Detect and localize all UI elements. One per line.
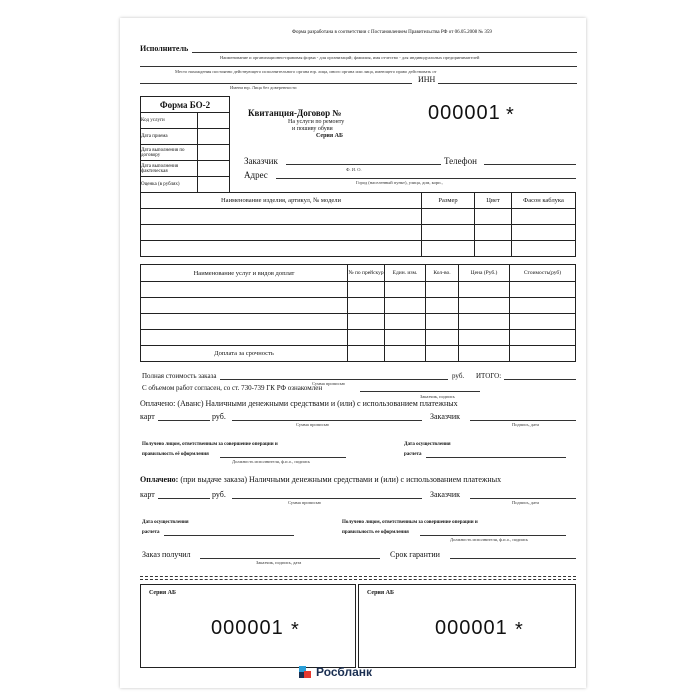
table-cell[interactable]	[422, 225, 475, 241]
payment2-card: карт	[140, 490, 155, 499]
brand-name: Росбланк	[316, 665, 373, 679]
stub-star: *	[515, 619, 524, 641]
form-sheet	[120, 18, 586, 688]
form-basis-note: Форма разработана в соответствии с Постановлением Правительства РФ от 06.05.2008 № 359	[292, 30, 492, 35]
table-row	[141, 298, 576, 314]
form-box-cell[interactable]	[198, 113, 230, 129]
items-header: Цвет	[475, 193, 512, 209]
table-row	[141, 314, 576, 330]
form-box-row: Код услуги	[141, 113, 198, 129]
location-caption: Место нахождения постоянно действующего исполнительного органа юр. лица, иного органа или лица, имеющего право действовать от	[175, 69, 437, 74]
table-cell[interactable]	[459, 330, 510, 346]
table-cell[interactable]	[385, 298, 426, 314]
order-received-label: Заказ получил	[142, 550, 191, 559]
payment1-date-label: Дата осуществления	[404, 442, 451, 447]
services-table	[140, 264, 576, 362]
payment1-text: Оплачено: (Аванс) Наличными денежными средствами и (или) с использованием платежных	[140, 399, 458, 408]
payment1-words-line[interactable]	[232, 420, 422, 421]
table-cell[interactable]	[510, 298, 576, 314]
table-cell[interactable]	[475, 225, 512, 241]
form-box-row: Дата приема	[141, 129, 198, 145]
form-box-title: Форма БО-2	[141, 97, 230, 113]
table-cell[interactable]	[385, 330, 426, 346]
form-box-cell[interactable]	[198, 145, 230, 161]
table-cell[interactable]	[426, 282, 459, 298]
payment2-position-caption: Должность исполнителя, ф.и.о., подпись	[450, 537, 529, 542]
form-box-row: Дата выполнения фактическая	[141, 161, 198, 177]
payment2-words-line[interactable]	[232, 498, 422, 499]
table-cell[interactable]	[141, 330, 348, 346]
table-cell[interactable]	[475, 209, 512, 225]
payment2-text-row	[140, 475, 501, 484]
table-cell[interactable]	[512, 209, 576, 225]
agree-text: С объемом работ согласен, со ст. 730-739 ГК РФ ознакомлен	[142, 384, 323, 392]
address-line[interactable]	[276, 178, 576, 179]
payment1-rub: руб.	[212, 412, 226, 421]
form-box-row: Дата выполнения по договору	[141, 145, 198, 161]
table-row	[141, 282, 576, 298]
stub-right	[358, 584, 576, 668]
full-cost-line[interactable]	[220, 379, 448, 380]
warranty-line[interactable]	[450, 558, 576, 559]
form-box-cell[interactable]	[198, 129, 230, 145]
payment2-date-label: Дата осуществления	[142, 520, 189, 525]
services-header: Един. изм.	[385, 265, 426, 282]
items-header: Фасон каблука	[512, 193, 576, 209]
form-box-cell[interactable]	[198, 161, 230, 177]
table-cell[interactable]	[348, 346, 385, 362]
stub-star: *	[291, 619, 300, 641]
cut-line	[140, 579, 576, 580]
table-cell[interactable]	[510, 282, 576, 298]
table-cell[interactable]	[348, 282, 385, 298]
table-row	[141, 330, 576, 346]
payment2-official-line[interactable]	[420, 535, 566, 536]
payment1-card: карт	[140, 412, 155, 421]
stub-number: 000001	[211, 617, 284, 639]
table-cell[interactable]	[385, 346, 426, 362]
table-cell[interactable]	[459, 282, 510, 298]
stub-series: Серия АБ	[149, 590, 176, 596]
receipt-subtitle-2: и пошиву обуви	[292, 126, 333, 132]
table-row	[141, 241, 576, 257]
table-cell[interactable]	[422, 209, 475, 225]
customer-line[interactable]	[286, 164, 441, 165]
receipt-number: 000001	[428, 102, 501, 124]
table-cell[interactable]	[348, 298, 385, 314]
itogo-line[interactable]	[504, 379, 576, 380]
receipt-star: *	[506, 104, 515, 126]
table-cell[interactable]	[141, 298, 348, 314]
services-header: Цена (Руб.)	[459, 265, 510, 282]
payment1-customer: Заказчик	[430, 412, 461, 421]
rub-label: руб.	[452, 372, 465, 380]
table-cell[interactable]	[459, 346, 510, 362]
table-cell[interactable]	[426, 346, 459, 362]
payment1-position-caption: Должность исполнителя, ф.и.о., подпись	[232, 459, 311, 464]
table-cell[interactable]	[510, 330, 576, 346]
table-cell[interactable]	[141, 241, 422, 257]
services-header: Кол-во.	[426, 265, 459, 282]
payment1-sign-line[interactable]	[470, 420, 576, 421]
table-cell[interactable]	[510, 346, 576, 362]
payment1-amount-line[interactable]	[158, 420, 210, 421]
payment1-calc-label: расчета	[404, 452, 422, 457]
sum-words-caption: Сумма прописью	[312, 381, 346, 386]
table-cell[interactable]	[385, 314, 426, 330]
table-cell[interactable]	[348, 330, 385, 346]
form-box-row: Оценка (в рублях)	[141, 177, 198, 193]
payment1-sum-caption: Сумма прописью	[296, 422, 330, 427]
payment2-received: Получено лицом, ответственным за совершение операции и	[342, 520, 478, 525]
payment1-correct: правильность её оформления	[142, 452, 209, 457]
table-cell[interactable]	[141, 282, 348, 298]
table-cell[interactable]	[426, 314, 459, 330]
rosblank-logo-icon	[298, 665, 312, 679]
phone-label: Телефон	[444, 156, 477, 166]
stub-series: Серия АБ	[367, 590, 394, 596]
payment1-received: Получено лицом, ответственным за совершение операции и	[142, 442, 278, 447]
table-row	[141, 225, 576, 241]
table-row	[141, 346, 576, 362]
customer-sign-caption: Заказчик, подпись	[420, 394, 455, 399]
table-cell[interactable]	[426, 298, 459, 314]
table-cell[interactable]	[459, 298, 510, 314]
payment2-customer: Заказчик	[430, 490, 461, 499]
items-header: Наименование изделия, артикул, № модели	[141, 193, 422, 209]
table-cell[interactable]	[141, 225, 422, 241]
payment2-date-line[interactable]	[164, 535, 294, 536]
table-cell[interactable]	[512, 241, 576, 257]
receipt-title: Квитанция-Договор №	[248, 108, 342, 118]
phone-line[interactable]	[484, 164, 576, 165]
services-header: № по прейскур	[348, 265, 385, 282]
table-cell[interactable]	[141, 314, 348, 330]
payment2-amount-line[interactable]	[158, 498, 210, 499]
address-caption: Город (населенный пункт), улица, дом, корп.,	[356, 180, 443, 185]
executor-caption: Наименование и организационно-правовая форма - для организаций; фамилия, имя отчество - для индивидуальных предпринимателей	[220, 55, 480, 60]
warranty-label: Срок гарантии	[390, 550, 440, 559]
payment2-sum-caption: Сумма прописью	[288, 500, 322, 505]
table-cell[interactable]	[512, 225, 576, 241]
table-cell[interactable]	[510, 314, 576, 330]
order-received-caption: Заказчик, подпись, дата	[256, 560, 302, 565]
full-cost-label: Полная стоимость заказа	[142, 372, 217, 380]
table-cell[interactable]	[141, 209, 422, 225]
form-box-cell[interactable]	[198, 177, 230, 193]
services-header: Наименование услуг и видов доплат	[141, 265, 348, 282]
inn-line[interactable]	[438, 83, 577, 84]
table-cell[interactable]	[348, 314, 385, 330]
form-bo2-box	[140, 96, 230, 193]
table-row	[141, 209, 576, 225]
payment2-calc-label: расчета	[142, 530, 160, 535]
receipt-series: Серия АБ	[316, 133, 343, 139]
payment2-sign-caption: Подпись, дата	[512, 500, 539, 505]
payment2-sign-line[interactable]	[470, 498, 576, 499]
stub-number: 000001	[435, 617, 508, 639]
order-received-line[interactable]	[200, 558, 380, 559]
payment2-correct: правильность ее оформления	[342, 530, 409, 535]
table-cell[interactable]	[475, 241, 512, 257]
customer-label: Заказчик	[244, 156, 278, 166]
items-table	[140, 192, 576, 257]
fio-caption: Ф. И. О.	[346, 167, 362, 172]
address-label: Адрес	[244, 170, 268, 180]
payment1-official-line[interactable]	[220, 457, 346, 458]
payment2-text: (при выдаче заказа) Наличными денежными средствами и (или) с использованием платежных	[180, 475, 502, 484]
payment2-rub: руб.	[212, 490, 226, 499]
inn-label: ИНН	[418, 75, 436, 84]
agree-sign-line[interactable]	[360, 391, 480, 392]
table-cell[interactable]	[422, 241, 475, 257]
location-line[interactable]	[140, 83, 412, 84]
itogo-label: ИТОГО:	[476, 372, 502, 380]
executor-line[interactable]	[192, 52, 577, 53]
table-cell[interactable]	[459, 314, 510, 330]
brand-logo	[298, 665, 372, 679]
urgency-label: Доплата за срочность	[141, 346, 348, 362]
name-caption: Имени юр. Лица без доверенности	[230, 85, 297, 90]
items-header: Размер	[422, 193, 475, 209]
executor-line-2[interactable]	[140, 66, 577, 67]
executor-label: Исполнитель	[140, 44, 189, 53]
stub-left	[140, 584, 356, 668]
receipt-subtitle-1: На услуги по ремонту	[288, 119, 345, 125]
payment1-date-line[interactable]	[426, 457, 566, 458]
table-cell[interactable]	[385, 282, 426, 298]
payment1-sign-caption: Подпись, дата	[512, 422, 539, 427]
services-header: Стоимость(руб)	[510, 265, 576, 282]
table-cell[interactable]	[426, 330, 459, 346]
payment2-paid: Оплачено:	[140, 475, 179, 484]
cut-line	[140, 576, 576, 577]
